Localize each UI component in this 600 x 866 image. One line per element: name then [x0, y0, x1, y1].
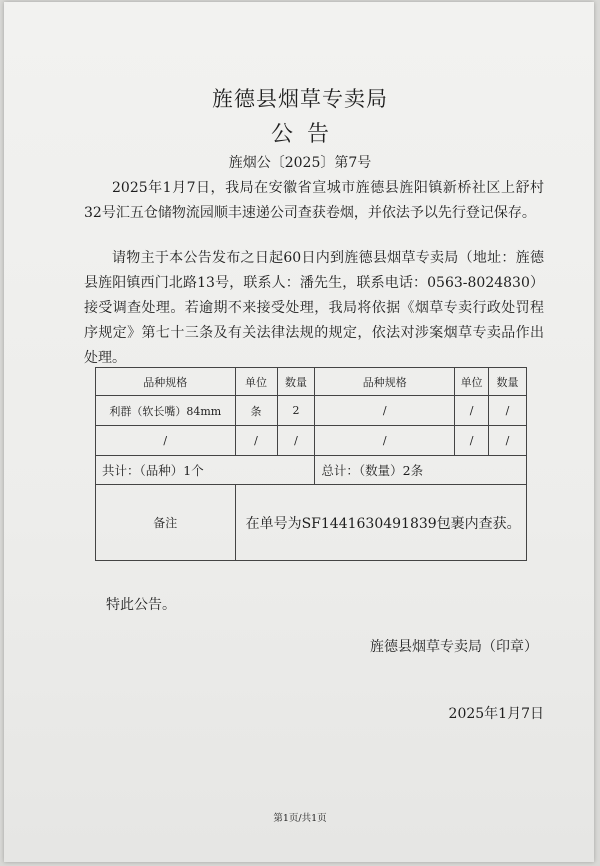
table-row — [96, 426, 527, 456]
totals-row — [96, 456, 527, 485]
table-header-row — [96, 368, 527, 396]
notice-heading: 公告 — [270, 122, 343, 147]
remark-row — [96, 485, 527, 561]
remark-text: 在单号为SF1441630491839包裹内查获。 — [235, 485, 526, 561]
header-cell: 单位 — [455, 368, 489, 396]
header-cell: 品种规格 — [96, 368, 236, 396]
total-varieties: 共计：（品种）1个 — [96, 456, 315, 485]
table-cell: 利群（软长嘴）84mm — [96, 396, 236, 426]
header-cell: 数量 — [277, 368, 315, 396]
page-number: 第1页/共1页 — [273, 813, 327, 824]
issue-date: 2025年1月7日 — [448, 706, 544, 722]
table-cell: / — [489, 426, 527, 456]
header-cell: 单位 — [235, 368, 277, 396]
table-cell: / — [96, 426, 236, 456]
table-cell: 2 — [277, 396, 315, 426]
seized-items-table — [95, 367, 527, 561]
table-cell: / — [315, 396, 455, 426]
remark-label: 备注 — [96, 485, 236, 561]
total-quantity: 总计：（数量）2条 — [315, 456, 527, 485]
table-cell: / — [235, 426, 277, 456]
table-cell: / — [489, 396, 527, 426]
table-cell: / — [315, 426, 455, 456]
table-cell: / — [455, 426, 489, 456]
table-row — [96, 396, 527, 426]
document-number: 旌烟公〔2025〕第7号 — [228, 155, 372, 171]
closing-text: 特此公告。 — [106, 597, 176, 613]
table-cell: 条 — [235, 396, 277, 426]
paragraph-seizure: 2025年1月7日，我局在安徽省宣城市旌德县旌阳镇新桥社区上舒村32号汇五仓储物流园顺丰速递公司查获卷烟，并依法予以先行登记保存。 — [84, 180, 544, 221]
table-cell: / — [277, 426, 315, 456]
table-cell: / — [455, 396, 489, 426]
paragraph-instructions: 请物主于本公告发布之日起60日内到旌德县烟草专卖局（地址：旌德县旌阳镇西门北路13号，联系人：潘先生，联系电话：0563-8024830）接受调查处理。若逾期不来接受处理，我局将依据《烟草专卖行政处罚程序规定》第七十三条及有关法律法规的规定，依法对涉案烟草专卖品作出处理。 — [84, 250, 544, 366]
bureau-title: 旌德县烟草专卖局 — [212, 87, 388, 111]
header-cell: 品种规格 — [315, 368, 455, 396]
issuer-signature: 旌德县烟草专卖局（印章） — [370, 639, 538, 655]
header-cell: 数量 — [489, 368, 527, 396]
